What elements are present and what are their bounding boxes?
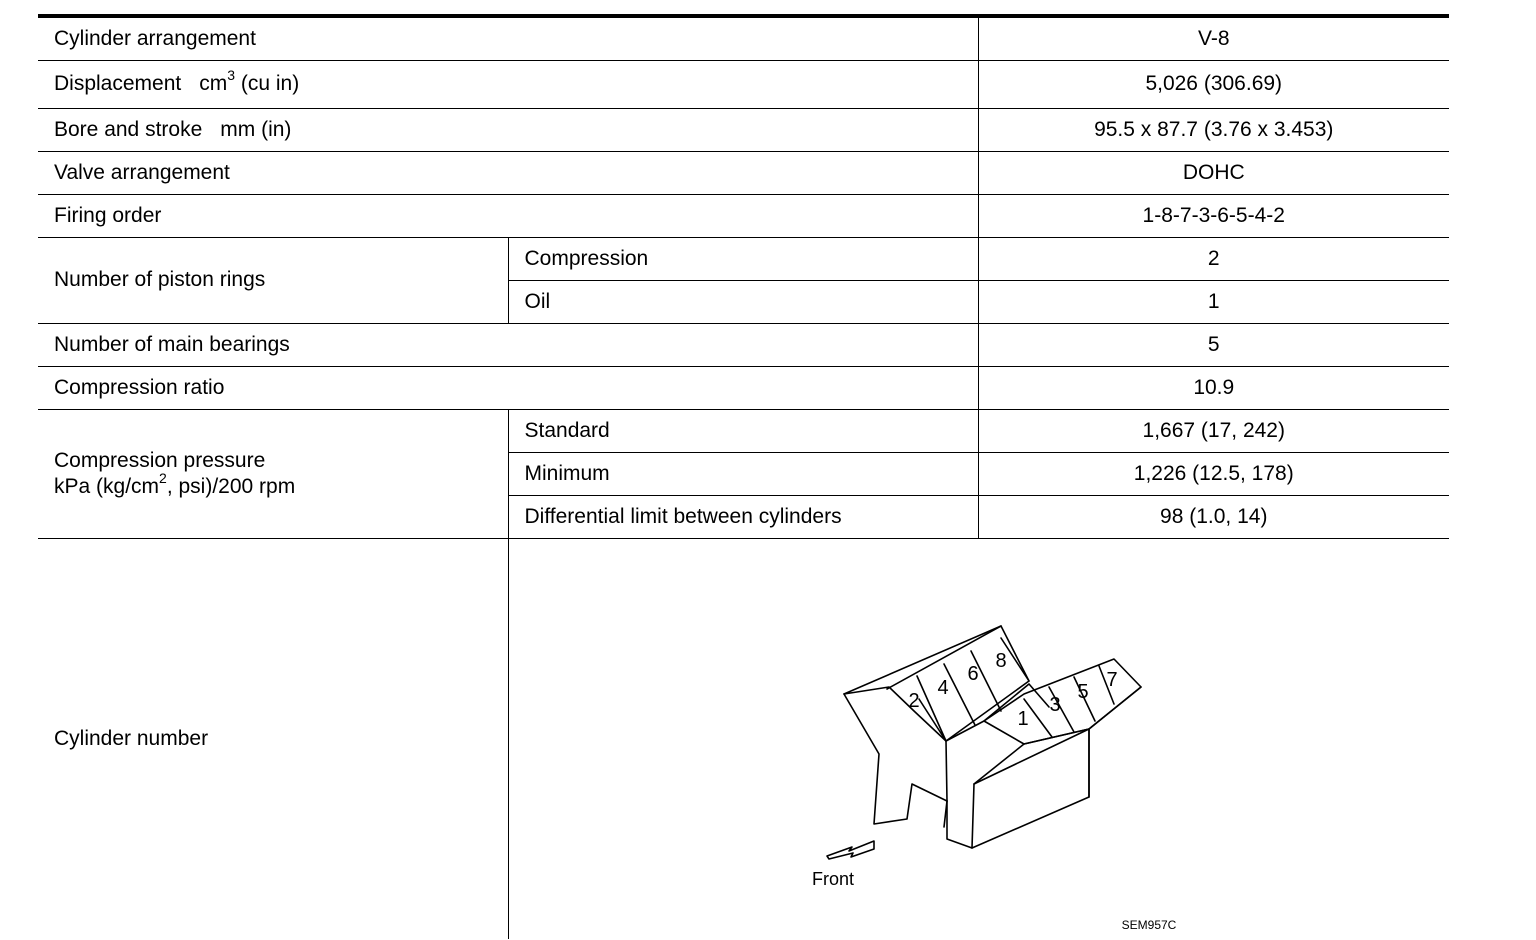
right-block	[972, 729, 1089, 848]
cylinder-label-right-1: 1	[1016, 708, 1029, 730]
cylinder-label-left-3: 6	[966, 663, 979, 685]
front-arrow-icon	[827, 841, 874, 859]
piston-rings-oil-value: 1	[978, 281, 1449, 324]
row-bore-stroke	[38, 109, 1449, 152]
cylinder-label-left-4: 8	[994, 650, 1007, 672]
main-bearings-value: 5	[978, 324, 1449, 367]
piston-rings-label: Number of piston rings	[38, 238, 508, 324]
cylinder-diagram-cell	[508, 539, 1449, 940]
bore-stroke-label: Bore and stroke	[54, 117, 203, 141]
valve-arrangement-value: DOHC	[978, 152, 1449, 195]
bore-stroke-unit: mm (in)	[220, 117, 292, 141]
compression-differential-value: 98 (1.0, 14)	[978, 496, 1449, 539]
firing-order-value: 1-8-7-3-6-5-4-2	[978, 195, 1449, 238]
compression-pressure-unit-sup: 2	[159, 470, 167, 486]
cylinder-arrangement-label: Cylinder arrangement	[38, 16, 978, 61]
compression-pressure-unit-suffix: , psi)/200 rpm	[166, 475, 296, 498]
row-firing-order	[38, 195, 1449, 238]
compression-differential-label: Differential limit between cylinders	[508, 496, 978, 539]
bore-stroke-value: 95.5 x 87.7 (3.76 x 3.453)	[978, 109, 1449, 152]
row-displacement	[38, 61, 1449, 109]
row-main-bearings	[38, 324, 1449, 367]
cylinder-label-left-2: 4	[936, 677, 949, 699]
compression-minimum-label: Minimum	[508, 453, 978, 496]
bore-stroke-label-cell	[38, 109, 978, 152]
main-bearings-label: Number of main bearings	[38, 324, 978, 367]
row-valve-arrangement	[38, 152, 1449, 195]
compression-minimum-value: 1,226 (12.5, 178)	[978, 453, 1449, 496]
piston-rings-oil-label: Oil	[508, 281, 978, 324]
compression-standard-value: 1,667 (17, 242)	[978, 410, 1449, 453]
displacement-unit-suffix: (cu in)	[240, 72, 300, 96]
cylinder-label-right-4: 7	[1105, 669, 1118, 691]
front-label: Front	[811, 869, 854, 889]
compression-pressure-unit	[54, 470, 508, 500]
cylinder-number-label: Cylinder number	[54, 726, 209, 750]
figure-code: SEM957C	[1121, 918, 1176, 932]
cylinder-label-right-3: 5	[1076, 681, 1089, 703]
cylinder-arrangement-value: V-8	[978, 16, 1449, 61]
v8-engine-diagram	[509, 539, 1449, 939]
piston-rings-compression-label: Compression	[508, 238, 978, 281]
compression-ratio-label: Compression ratio	[38, 367, 978, 410]
displacement-label-cell	[38, 61, 978, 109]
compression-pressure-unit-prefix: kPa (kg/cm	[54, 475, 160, 498]
center-block-front	[947, 744, 1024, 848]
displacement-unit-prefix: cm	[199, 72, 228, 96]
compression-ratio-value: 10.9	[978, 367, 1449, 410]
valve-arrangement-label: Valve arrangement	[38, 152, 978, 195]
engine-spec-table	[38, 14, 1449, 939]
left-block-side	[844, 694, 947, 824]
compression-pressure-label: Compression pressure	[54, 448, 266, 472]
compression-standard-label: Standard	[508, 410, 978, 453]
displacement-unit-sup: 3	[227, 67, 236, 84]
displacement-value: 5,026 (306.69)	[978, 61, 1449, 109]
row-compression-standard	[38, 410, 1449, 453]
piston-rings-compression-value: 2	[978, 238, 1449, 281]
row-cylinder-arrangement	[38, 16, 1449, 61]
row-cylinder-number	[38, 539, 1449, 940]
cylinder-label-right-2: 3	[1048, 694, 1061, 716]
firing-order-label: Firing order	[38, 195, 978, 238]
row-piston-rings-compression	[38, 238, 1449, 281]
row-compression-ratio	[38, 367, 1449, 410]
compression-pressure-label-cell	[38, 410, 508, 539]
left-block-inner	[946, 741, 947, 801]
displacement-label: Displacement	[54, 72, 182, 96]
cylinder-label-left-1: 2	[907, 690, 920, 712]
